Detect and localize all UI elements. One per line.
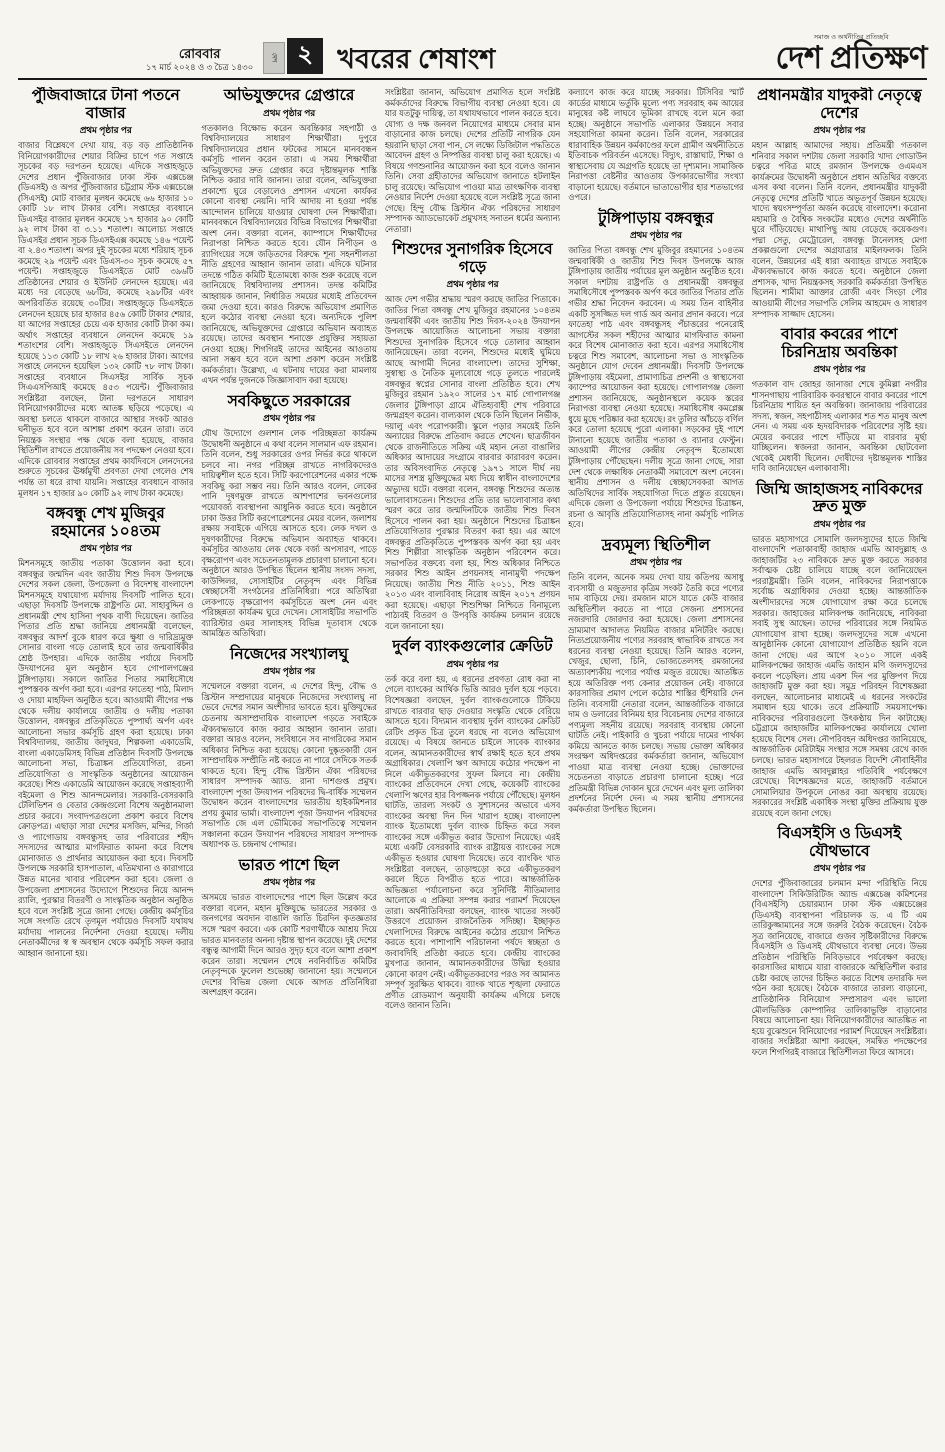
continued-from-label: প্রথম পৃষ্ঠার পর bbox=[446, 658, 499, 669]
article-headline: বিএসইসি ও ডিএসই যৌথভাবে bbox=[777, 825, 902, 860]
article-body-text: গতকালও বিক্ষোভ করেন অবন্তিকার সহপাঠী ও বিশ্ববিদ্যালয়ের সাধারণ শিক্ষার্থীরা। দুপুরে বিশ্ববিদ্যালয়ের প্রধান ফটকের সামনে মানববন্ধন কর্মসূচি পালন করেন তারা। এ সময় শিক্ষার্থীরা অভিযুক্তদের দ্রুত গ্রেপ্তার করে দৃষ্টান্তমূলক শাস্তি নিশ্চিত করার দাবি জানান। তারা বলেন, অভিযুক্তরা প্রকাশ্যে ঘুরে বেড়ালেও প্রশাসন এখনো কার্যকর কোনো ব্যবস্থা নেয়নি। দাবি আদায় না হওয়া পর্যন্ত আন্দোলন চালিয়ে যাওয়ার ঘোষণা দেন শিক্ষার্থীরা। মানববন্ধনে বিশ্ববিদ্যালয়ের বিভিন্ন বিভাগের শিক্ষার্থীরা অংশ নেন। বক্তারা বলেন, ক্যাম্পাসে শিক্ষার্থীদের নিরাপত্তা নিশ্চিত করতে হবে। যৌন নিপীড়ন ও র‌্যাগিংয়ের সঙ্গে জড়িতদের বিরুদ্ধে শূন্য সহনশীলতা নীতি গ্রহণের আহ্বান জানান তারা। এদিকে ঘটনার তদন্তে গঠিত কমিটি ইতোমধ্যে কাজ শুরু করেছে বলে জানিয়েছে বিশ্ববিদ্যালয় প্রশাসন। তদন্ত কমিটির আহ্বায়ক জানান, নির্ধারিত সময়ের মধ্যেই প্রতিবেদন জমা দেওয়া হবে। কারও বিরুদ্ধে অভিযোগ প্রমাণিত হলে কঠোর ব্যবস্থা নেওয়া হবে। অন্যদিকে পুলিশ জানিয়েছে, অভিযুক্তদের গ্রেপ্তারে অভিযান অব্যাহত রয়েছে। তাদের অবস্থান শনাক্তে প্রযুক্তির সহায়তা নেওয়া হচ্ছে। শিগগিরই তাদের আইনের আওতায় আনা সম্ভব হবে বলে আশা প্রকাশ করেন সংশ্লিষ্ট কর্মকর্তারা। উল্লেখ্য, এ ঘটনায় দায়ের করা মামলায় এখন পর্যন্ত দুজনকে জিজ্ঞাসাবাদ করা হয়েছে। bbox=[201, 122, 377, 386]
article-headline: বঙ্গবন্ধু শেখ মুজিবুর রহমানের ১০৪তম bbox=[46, 505, 165, 540]
article-body-text: মহান আল্লাহ আমাদের সহায়। প্রতিমন্ত্রী গতকাল শনিবার সকাল দশটায় জেলা সরকারি খাদ্য গোডাউন চত্বরে পবিত্র মাহে রমজান উপলক্ষে ওএমএস কার্যক্রমের উদ্বোধনী অনুষ্ঠানে প্রধান অতিথির বক্তব্যে এসব কথা বলেন। তিনি বলেন, প্রধানমন্ত্রীর যাদুকরী নেতৃত্বে দেশের প্রতিটি খাতে অভূতপূর্ব উন্নয়ন হয়েছে। খাদ্যে স্বয়ংসম্পূর্ণতা অর্জন করেছে বাংলাদেশ। করোনা মহামারি ও বৈশ্বিক সংকটের মধ্যেও দেশের অর্থনীতি ঘুরে দাঁড়িয়েছে। মাথাপিছু আয় বেড়েছে কয়েকগুণ। পদ্মা সেতু, মেট্রোরেল, বঙ্গবন্ধু টানেলসহ মেগা প্রকল্পগুলো দেশের অগ্রযাত্রার মাইলফলক। তিনি বলেন, উন্নয়নের এই ধারা অব্যাহত রাখতে সবাইকে ঐক্যবদ্ধভাবে কাজ করতে হবে। অনুষ্ঠানে জেলা প্রশাসক, খাদ্য নিয়ন্ত্রকসহ সরকারি কর্মকর্তারা উপস্থিত ছিলেন। শামীমা আক্তার রোজী এবং সিংড়া পৌর আওয়ামী লীগের সভাপতি সেলিম আহমেদ ও সাধারণ সম্পাদক সাজ্জাদ হোসেন। bbox=[751, 140, 928, 319]
weekday-label: রোববার bbox=[178, 46, 221, 62]
continued-from-label: প্রথম পৃষ্ঠার পর bbox=[263, 877, 316, 888]
continued-from-label: প্রথম পৃষ্ঠার পর bbox=[263, 107, 316, 118]
article-headline: টুঙ্গিপাড়ায় বঙ্গবন্ধুর bbox=[598, 209, 714, 227]
news-column-5 bbox=[752, 87, 927, 1440]
masthead-tagline: সমাজ ও অর্থনীতির প্রতিচ্ছবি bbox=[813, 33, 889, 41]
article-body-text: বাজার বিশ্লেষণে দেখা যায়, বড় বড় প্রাতিষ্ঠানিক বিনিয়োগকারীদের শেয়ার বিক্রির চাপে গত সপ্তাহে সূচকের বড় দরপতন হয়েছে। এদিকে সপ্তাহজুড়ে দেশের প্রধান পুঁজিবাজার ঢাকা স্টক এক্সচেঞ্জ (ডিএসই) ও অপর পুঁজিবাজার চট্টগ্রাম স্টক এক্সচেঞ্জে (সিএসই) মোট বাজার মূলধন কমেছে ৬৬ হাজার ১০ কোটি ১৮ লাখ টাকার বেশি। সপ্তাহের ব্যবধানে ডিএসইর বাজার মূলধন কমেছে ১৭ হাজার ৯০ কোটি ৯২ লাখ টাকা বা ৩.১১ শতাংশ। আলোচ্য সপ্তাহে ডিএসইর প্রধান সূচক ডিএসইএক্স কমেছে ১৪৬ পয়েন্ট বা ২.৪৩ শতাংশ। অপর দুই সূচকের মধ্যে শরিয়াহ সূচক কমেছে ২৯ পয়েন্ট এবং ডিএস-৩০ সূচক কমেছে ৫৭ পয়েন্ট। সপ্তাহজুড়ে ডিএসইতে মোট ৩৯৬টি প্রতিষ্ঠানের শেয়ার ও ইউনিট লেনদেন হয়েছে। এর মধ্যে দর বেড়েছে ৬৮টির, কমেছে ২৯৮টির এবং অপরিবর্তিত রয়েছে ৩০টির। সপ্তাহজুড়ে ডিএসইতে লেনদেন হয়েছে চার হাজার ৪৫৬ কোটি টাকার শেয়ার, যা আগের সপ্তাহের চেয়ে এক হাজার কোটি টাকা কম। অর্থাৎ সপ্তাহের ব্যবধানে লেনদেন কমেছে ১৯ শতাংশের বেশি। সপ্তাহজুড়ে সিএসইতে লেনদেন হয়েছে ১১৩ কোটি ১৮ লাখ ২৬ হাজার টাকা। আগের সপ্তাহে লেনদেন হয়েছিল ১৩২ কোটি ৭৮ লাখ টাকা। সপ্তাহের ব্যবধানে সিএসইর সার্বিক সূচক সিএএসপিআই কমেছে ৪৫৩ পয়েন্ট। পুঁজিবাজার সংশ্লিষ্টরা বলছেন, টানা দরপতনে সাধারণ বিনিয়োগকারীদের মধ্যে আতঙ্ক ছড়িয়ে পড়েছে। এ অবস্থা চলতে থাকলে বাজারে আস্থার সংকট আরও ঘনীভূত হবে বলে আশঙ্কা প্রকাশ করেন তারা। তবে নিয়ন্ত্রক সংস্থার পক্ষ থেকে বলা হয়েছে, বাজার স্থিতিশীল রাখতে প্রয়োজনীয় সব পদক্ষেপ নেওয়া হবে। এদিকে রোববার সপ্তাহের প্রথম কার্যদিবসে লেনদেনের শুরুতে সূচকের ঊর্ধ্বমুখী প্রবণতা দেখা গেলেও শেষ পর্যন্ত তা ধরে রাখা যায়নি। সপ্তাহের ব্যবধানে বাজার মূলধন ১৭ হাজার ৯০ কোটি ৯২ লাখ টাকা কমেছে। bbox=[18, 140, 194, 498]
news-column-2 bbox=[201, 87, 376, 1440]
article-body-text: মিশনসমূহে জাতীয় পতাকা উত্তোলন করা হবে। বঙ্গবন্ধুর জন্মদিন এবং জাতীয় শিশু দিবস উপলক্ষে দেশের সকল জেলা, উপজেলা ও বিদেশস্থ বাংলাদেশ মিশনসমূহে যথাযোগ্য মর্যাদায় দিবসটি পালিত হবে। এছাড়া দিবসটি উপলক্ষে রাষ্ট্রপতি মো. সাহাবুদ্দিন ও প্রধানমন্ত্রী শেখ হাসিনা পৃথক বাণী দিয়েছেন। জাতির পিতার প্রতি শ্রদ্ধা জানিয়ে প্রধানমন্ত্রী বলেছেন, বঙ্গবন্ধুর আদর্শ বুকে ধারণ করে ক্ষুধা ও দারিদ্র্যমুক্ত সোনার বাংলা গড়ে তোলাই হবে তার জন্মবার্ষিকীর শ্রেষ্ঠ উপহার। এদিকে জাতীয় পর্যায়ে দিবসটি উদযাপনের মূল অনুষ্ঠান হবে গোপালগঞ্জের টুঙ্গিপাড়ায়। সকালে জাতির পিতার সমাধিসৌধে পুষ্পস্তবক অর্পণ করা হবে। এরপর ফাতেহা পাঠ, মিলাদ ও দোয়া মাহফিল অনুষ্ঠিত হবে। আওয়ামী লীগের পক্ষ থেকে দলীয় কার্যালয়ে জাতীয় ও দলীয় পতাকা উত্তোলন, বঙ্গবন্ধুর প্রতিকৃতিতে পুষ্পার্ঘ্য অর্পণ এবং আলোচনা সভার কর্মসূচি গ্রহণ করা হয়েছে। ঢাকা বিশ্ববিদ্যালয়, জাতীয় জাদুঘর, শিল্পকলা একাডেমি, বাংলা একাডেমিসহ বিভিন্ন প্রতিষ্ঠান দিবসটি উপলক্ষে আলোচনা সভা, চিত্রাঙ্কন প্রতিযোগিতা, রচনা প্রতিযোগিতা ও সাংস্কৃতিক অনুষ্ঠানের আয়োজন করেছে। শিশু একাডেমি আয়োজন করেছে সপ্তাহব্যাপী বইমেলা ও শিশু আনন্দমেলার। সরকারি-বেসরকারি টেলিভিশন ও বেতার কেন্দ্রগুলো বিশেষ অনুষ্ঠানমালা প্রচার করবে। সংবাদপত্রগুলো প্রকাশ করবে বিশেষ ক্রোড়পত্র। এছাড়া সারা দেশের মসজিদ, মন্দির, গির্জা ও প্যাগোডায় বঙ্গবন্ধুসহ তার পরিবারের শহীদ সদস্যদের আত্মার মাগফিরাত কামনা করে বিশেষ মোনাজাত ও প্রার্থনার আয়োজন করা হবে। দিবসটি উপলক্ষে সরকারি হাসপাতাল, এতিমখানা ও কারাগারে উন্নত মানের খাবার পরিবেশন করা হবে। জেলা ও উপজেলা প্রশাসনের উদ্যোগে শিশুদের নিয়ে আনন্দ র‌্যালি, পুরস্কার বিতরণী ও সাংস্কৃতিক অনুষ্ঠান অনুষ্ঠিত হবে বলে সংশ্লিষ্ট সূত্রে জানা গেছে। কেন্দ্রীয় কর্মসূচির সঙ্গে সংগতি রেখে তৃণমূল পর্যায়েও দিবসটি যথাযথ মর্যাদায় পালনের নির্দেশনা দেওয়া হয়েছে। দলীয় নেতাকর্মীদের স্ব স্ব অবস্থান থেকে কর্মসূচি সফল করার আহ্বান জানানো হয়। bbox=[18, 558, 194, 958]
continued-from-label: প্রথম পৃষ্ঠার পর bbox=[263, 413, 316, 424]
article-headline: প্রধানমন্ত্রীর যাদুকরী নেতৃত্বে দেশের bbox=[756, 87, 922, 122]
masthead-title: দেশ প্রতিক্ষণ bbox=[775, 40, 927, 75]
article-body-text: তর্ক করে বলা হয়, এ ধরনের প্রবণতা রোধ করা না গেলে ব্যাংকের আর্থিক ভিত্তি আরও দুর্বল হয়ে পড়বে। বিশেষজ্ঞরা বলছেন, দুর্বল ব্যাংকগুলোকে টিকিয়ে রাখতে বারবার ছাড় দেওয়ার সংস্কৃতি থেকে বেরিয়ে আসতে হবে। বিদ্যমান ব্যবস্থায় দুর্বল ব্যাংকের ক্রেডিট রেটিং প্রকৃত চিত্র তুলে ধরছে না বলেও অভিযোগ রয়েছে। এ বিষয়ে জানতে চাইলে সাবেক ব্যাংকার বলেন, আমানতকারীদের স্বার্থ রক্ষাই হতে হবে প্রথম অগ্রাধিকার। খেলাপি ঋণ আদায়ে কঠোর পদক্ষেপ না নিলে একীভূতকরণের সুফল মিলবে না। কেন্দ্রীয় ব্যাংকের প্রতিবেদনে দেখা গেছে, কয়েকটি ব্যাংকের খেলাপি ঋণের হার বিপজ্জনক পর্যায়ে পৌঁছেছে। মূলধন ঘাটতি, তারল্য সংকট ও সুশাসনের অভাবে এসব ব্যাংকের অবস্থা দিন দিন খারাপ হচ্ছে। বাংলাদেশ ব্যাংক ইতোমধ্যে দুর্বল ব্যাংক চিহ্নিত করে সবল ব্যাংকের সঙ্গে একীভূত করার উদ্যোগ নিয়েছে। এরই মধ্যে একটি বেসরকারি ব্যাংক রাষ্ট্রায়ত্ত ব্যাংকের সঙ্গে একীভূত হওয়ার ঘোষণা দিয়েছে। তবে ব্যাংকিং খাত সংশ্লিষ্টরা বলছেন, তাড়াহুড়ো করে একীভূতকরণ করলে হিতে বিপরীত হতে পারে। আন্তর্জাতিক অভিজ্ঞতা পর্যালোচনা করে সুনির্দিষ্ট নীতিমালার আলোকে এ প্রক্রিয়া সম্পন্ন করার পরামর্শ দিয়েছেন তারা। অর্থনীতিবিদরা বলছেন, ব্যাংক খাতের সংকট উত্তরণে প্রয়োজন রাজনৈতিক সদিচ্ছা। ইচ্ছাকৃত খেলাপিদের বিরুদ্ধে আইনের কঠোর প্রয়োগ নিশ্চিত করতে হবে। পাশাপাশি পরিচালনা পর্ষদে স্বচ্ছতা ও জবাবদিহি প্রতিষ্ঠা করতে হবে। কেন্দ্রীয় ব্যাংকের মুখপাত্র জানান, আমানতকারীদের উদ্বিগ্ন হওয়ার কোনো কারণ নেই। একীভূতকরণের পরও সব আমানত সম্পূর্ণ সুরক্ষিত থাকবে। ব্যাংক খাতে শৃঙ্খলা ফেরাতে প্রণীত রোডম্যাপ অনুযায়ী কার্যক্রম এগিয়ে চলছে বলেও জানান তিনি। bbox=[384, 673, 561, 1011]
masthead-ornament bbox=[263, 42, 285, 74]
date-label: ১৭ মার্চ ২০২৪ ও ৩ চৈত্র ১৪৩০ bbox=[146, 62, 254, 73]
article-body-text: সম্মেলনে বক্তারা বলেন, এ দেশের হিন্দু, বৌদ্ধ ও খ্রিস্টান সম্প্রদায়ের মানুষকে নিজেদের সংখ্যালঘু না ভেবে দেশের সমান অংশীদার ভাবতে হবে। মুক্তিযুদ্ধের চেতনায় অসাম্প্রদায়িক বাংলাদেশ গড়তে সবাইকে ঐক্যবদ্ধভাবে কাজ করার আহ্বান জানান তারা। বক্তারা আরও বলেন, সংবিধানে সব নাগরিকের সমান অধিকার নিশ্চিত করা হয়েছে। কোনো দুষ্কৃতকারী যেন সাম্প্রদায়িক সম্প্রীতি নষ্ট করতে না পারে সেদিকে সতর্ক থাকতে হবে। হিন্দু বৌদ্ধ খ্রিস্টান ঐক্য পরিষদের সাধারণ সম্পাদক অ্যাড. রানা দাশগুপ্ত প্রমুখ। বাংলাদেশ পূজা উদযাপন পরিষদের দ্বি-বার্ষিক সম্মেলন উদ্বোধন করেন বাংলাদেশের ভারতীয় হাইকমিশনার প্রণয় কুমার ভার্মা। বাংলাদেশ পূজা উদযাপন পরিষদের সভাপতি জে এল ভৌমিকের সভাপতিত্বে সম্মেলন সঞ্চালনা করেন উদযাপন পরিষদের সাধারণ সম্পাদক অধ্যাপক ড. চন্দ্রনাথ পোদ্দার। bbox=[201, 681, 377, 850]
article-body-text: তিনি বলেন, অনেক সময় দেখা যায় কতিপয় অসাধু ব্যবসায়ী ও মজুতদার কৃত্রিম সংকট তৈরি করে পণ্যের দাম বাড়িয়ে দেয়। রমজান মাসে যাতে কেউ বাজার অস্থিতিশীল করতে না পারে সেজন্য প্রশাসনের নজরদারি জোরদার করা হয়েছে। জেলা প্রশাসনের ভ্রাম্যমাণ আদালত নিয়মিত বাজার মনিটরিং করছে। নিত্যপ্রয়োজনীয় পণ্যের সরবরাহ স্বাভাবিক রাখতে সব ধরনের ব্যবস্থা নেওয়া হয়েছে। তিনি আরও বলেন, খেজুর, ছোলা, চিনি, ভোজ্যতেলসহ রমজানের অত্যাবশ্যকীয় পণ্যের পর্যাপ্ত মজুত রয়েছে। আতঙ্কিত হয়ে অতিরিক্ত পণ্য কেনার প্রয়োজন নেই। বাজারে কারসাজির প্রমাণ পেলে কঠোর শাস্তির হুঁশিয়ারি দেন তিনি। ব্যবসায়ী নেতারা বলেন, আন্তর্জাতিক বাজারে দাম ও ডলারের বিনিময় হার বিবেচনায় দেশের বাজারে পণ্যমূল্য সহনীয় রয়েছে। সরবরাহ ব্যবস্থায় কোনো ঘাটতি নেই। পাইকারি ও খুচরা পর্যায়ে দামের পার্থক্য কমিয়ে আনতে কাজ চলছে। সভায় ভোক্তা অধিকার সংরক্ষণ অধিদপ্তরের কর্মকর্তারা জানান, অভিযোগ পাওয়া মাত্র ব্যবস্থা নেওয়া হচ্ছে। ভোক্তাদের সচেতনতা বাড়াতে প্রচারণা চালানো হচ্ছে। পরে প্রতিমন্ত্রী বিভিন্ন দোকান ঘুরে দেখেন এবং মূল্য তালিকা প্রদর্শনের নির্দেশ দেন। এ সময় স্থানীয় প্রশাসনের কর্মকর্তারা উপস্থিত ছিলেন। bbox=[568, 572, 744, 814]
news-columns bbox=[0, 80, 945, 1440]
masthead bbox=[776, 35, 927, 75]
article-body-text: সংশ্লিষ্টরা জানান, অভিযোগ প্রমাণিত হলে সংশ্লিষ্ট কর্মকর্তাদের বিরুদ্ধে বিভাগীয় ব্যবস্থা নেওয়া হবে। যে যার যতটুকু দায়িত্ব, তা যথাযথভাবে পালন করতে হবে। যোগ্য ও দক্ষ জনবল নিয়োগের মাধ্যমে সেবার মান বাড়ানোর কাজ চলছে। দেশের প্রতিটি নাগরিক যেন হয়রানি ছাড়া সেবা পান, সে লক্ষ্যে ডিজিটাল পদ্ধতিতে আবেদন গ্রহণ ও নিষ্পত্তির ব্যবস্থা চালু করা হয়েছে। এ বিষয়ে গণশুনানির আয়োজন করা হবে বলেও জানান তিনি। সেবা গ্রহীতাদের অভিযোগ জানাতে হটলাইন চালু রয়েছে। অভিযোগ পাওয়া মাত্র তাৎক্ষণিক ব্যবস্থা নেওয়ার নির্দেশ দেওয়া হয়েছে বলে সংশ্লিষ্ট সূত্রে জানা গেছে। হিন্দু বৌদ্ধ খ্রিস্টান ঐক্য পরিষদের সাধারণ সম্পাদক অ্যাডভোকেট প্রমুখসহ সনাতন ধর্মের অন্যান্য নেতারা। bbox=[384, 87, 561, 234]
article-headline: অভিযুক্তদের গ্রেপ্তারে bbox=[223, 87, 355, 104]
continued-from-label: প্রথম পৃষ্ঠার পর bbox=[813, 364, 866, 375]
continued-from-label: প্রথম পৃষ্ঠার পর bbox=[79, 125, 132, 135]
article-body-text: গতকাল বাদ জোহর জানাজা শেষে কুমিল্লা নগরীর শাসনগাছায় পারিবারিক কবরস্থানে বাবার কবরের পাশে চিরনিদ্রায় শায়িত হন অবন্তিকা। জানাজায় পরিবারের সদস্য, স্বজন, সহপাঠীসহ এলাকার শত শত মানুষ অংশ নেন। এ সময় এক হৃদয়বিদারক পরিবেশের সৃষ্টি হয়। মেয়ের কবরের পাশে দাঁড়িয়ে মা বারবার মূর্ছা যাচ্ছিলেন। স্বজনরা জানান, অবন্তিকা ছোটবেলা থেকেই মেধাবী ছিলেন। দোষীদের দৃষ্টান্তমূলক শাস্তির দাবি জানিয়েছেন এলাকাবাসী। bbox=[751, 379, 928, 474]
continued-from-label: প্রথম পৃষ্ঠার পর bbox=[79, 543, 132, 554]
article-body-text: অসময়ে ভারত বাংলাদেশের পাশে ছিল উল্লেখ করে বক্তারা বলেন, মহান মুক্তিযুদ্ধে ভারতের সরকার ও জনগণের অবদান বাঙালি জাতি চিরদিন কৃতজ্ঞতার সঙ্গে স্মরণ করবে। এক কোটি শরণার্থীকে আশ্রয় দিয়ে ভারত মানবতার অনন্য দৃষ্টান্ত স্থাপন করেছে। দুই দেশের বন্ধুত্ব আগামী দিনে আরও সুদৃঢ় হবে বলে আশা প্রকাশ করেন তারা। সম্মেলন শেষে নবনির্বাচিত কমিটির নেতৃবৃন্দকে ফুলেল শুভেচ্ছা জানানো হয়। সম্মেলনে দেশের বিভিন্ন জেলা থেকে আগত প্রতিনিধিরা অংশগ্রহণ করেন। bbox=[201, 892, 377, 998]
article-headline: জিম্মি জাহাজসহ নাবিকদের দ্রুত মুক্ত bbox=[755, 480, 923, 516]
article-headline: শিশুদের সুনাগরিক হিসেবে গড়ে bbox=[392, 241, 553, 276]
article-headline: দুর্বল ব্যাংকগুলোর ক্রেডিট bbox=[392, 638, 553, 656]
continued-from-label: প্রথম পৃষ্ঠার পর bbox=[446, 279, 499, 290]
article-headline: দ্রব্যমূল্য স্থিতিশীল bbox=[601, 536, 711, 554]
page-number: ২ bbox=[297, 41, 314, 68]
continued-from-label: প্রথম পৃষ্ঠার পর bbox=[813, 125, 866, 135]
news-column-1 bbox=[18, 87, 193, 1440]
continued-from-label: প্রথম পৃষ্ঠার পর bbox=[629, 230, 682, 241]
continued-from-label: প্রথম পৃষ্ঠার পর bbox=[813, 863, 866, 874]
ornament-glyph: দেশ bbox=[270, 53, 277, 63]
news-column-3 bbox=[385, 87, 560, 1440]
continued-from-label: প্রথম পৃষ্ঠার পর bbox=[629, 557, 682, 568]
date-block bbox=[146, 47, 253, 74]
article-headline: বাবার কবরের পাশে চিরনিদ্রায় অবন্তিকা bbox=[781, 326, 898, 361]
article-headline: সবকিছুতে সরকারের bbox=[227, 392, 351, 410]
continued-from-label: প্রথম পৃষ্ঠার পর bbox=[263, 666, 316, 677]
article-body-text: জাতির পিতা বঙ্গবন্ধু শেখ মুজিবুর রহমানের ১০৪তম জন্মবার্ষিকী ও জাতীয় শিশু দিবস উপলক্ষে আজ টুঙ্গিপাড়ায় জাতীয় পর্যায়ের মূল অনুষ্ঠান অনুষ্ঠিত হবে। সকাল দশটায় রাষ্ট্রপতি ও প্রধানমন্ত্রী বঙ্গবন্ধুর সমাধিসৌধে পুষ্পস্তবক অর্পণ করে জাতির পিতার প্রতি গভীর শ্রদ্ধা নিবেদন করবেন। এ সময় তিন বাহিনীর একটি সুসজ্জিত দল গার্ড অব অনার প্রদান করবে। পরে ফাতেহা পাঠ এবং বঙ্গবন্ধুসহ পঁচাত্তরের পনেরোই আগস্টের সকল শহীদের আত্মার মাগফিরাত কামনা করে বিশেষ মোনাজাত করা হবে। এরপর সমাধিসৌধ চত্বরে শিশু সমাবেশ, আলোচনা সভা ও সাংস্কৃতিক অনুষ্ঠানে যোগ দেবেন প্রধানমন্ত্রী। দিবসটি উপলক্ষে টুঙ্গিপাড়ায় বইমেলা, প্রামাণ্যচিত্র প্রদর্শনী ও স্বাস্থ্যসেবা ক্যাম্পের আয়োজন করা হয়েছে। গোপালগঞ্জ জেলা প্রশাসন জানিয়েছে, অনুষ্ঠানস্থলে কয়েক স্তরের নিরাপত্তা ব্যবস্থা নেওয়া হয়েছে। সমাধিসৌধ কমপ্লেক্স ধুয়ে মুছে পরিষ্কার করা হয়েছে। রং তুলির আঁচড়ে বর্ণিল করে তোলা হয়েছে পুরো এলাকা। সড়কের দুই পাশে টানানো হয়েছে জাতীয় পতাকা ও ব্যানার ফেস্টুন। আওয়ামী লীগের কেন্দ্রীয় নেতৃবৃন্দ ইতোমধ্যে টুঙ্গিপাড়ায় পৌঁছেছেন। দলীয় সূত্রে জানা গেছে, সারা দেশ থেকে লক্ষাধিক নেতাকর্মী সমাবেশে অংশ নেবেন। স্থানীয় প্রশাসন ও দলীয় স্বেচ্ছাসেবকরা আগত অতিথিদের সার্বিক সহযোগিতা দিতে প্রস্তুত রয়েছেন। এদিকে জেলা ও উপজেলা পর্যায়ে শিশুদের চিত্রাঙ্কন, রচনা ও আবৃত্তি প্রতিযোগিতাসহ নানা কর্মসূচি পালিত হবে। bbox=[568, 245, 744, 530]
article-body-text: ভারত মহাসাগরে সোমালি জলদস্যুদের হাতে জিম্মি বাংলাদেশি পতাকাবাহী জাহাজ এমভি আবদুল্লাহ ও জাহাজটির ২৩ নাবিককে দ্রুত মুক্ত করতে সরকার সর্বাত্মক চেষ্টা চালিয়ে যাচ্ছে বলে জানিয়েছেন পররাষ্ট্রমন্ত্রী। তিনি বলেন, নাবিকদের নিরাপত্তাকে সর্বোচ্চ অগ্রাধিকার দেওয়া হচ্ছে। আন্তর্জাতিক অংশীদারদের সঙ্গে যোগাযোগ রক্ষা করে চলেছে সরকার। জাহাজের মালিকপক্ষ জানিয়েছে, নাবিকরা সবাই সুস্থ আছেন। তাদের পরিবারের সঙ্গে নিয়মিত যোগাযোগ রাখা হচ্ছে। জলদস্যুদের সঙ্গে এখনো আনুষ্ঠানিক কোনো যোগাযোগ প্রতিষ্ঠিত হয়নি বলে জানা গেছে। এর আগে ২০১০ সালে একই মালিকপক্ষের জাহাজ এমভি জাহান মণি জলদস্যুদের কবলে পড়েছিল। প্রায় একশ দিন পর মুক্তিপণ দিয়ে জাহাজটি মুক্ত করা হয়। সমুদ্র পরিবহন বিশেষজ্ঞরা বলছেন, আলোচনার মাধ্যমেই এ ধরনের সংকটের সমাধান হয়ে থাকে। তবে প্রক্রিয়াটি সময়সাপেক্ষ। নাবিকদের পরিবারগুলো উৎকণ্ঠায় দিন কাটাচ্ছে। চট্টগ্রামে জাহাজটির মালিকপক্ষের কার্যালয়ে খোলা হয়েছে বিশেষ সেল। নৌপরিবহন অধিদপ্তর জানিয়েছে, আন্তর্জাতিক মেরিটাইম সংস্থার সঙ্গে সমন্বয় রেখে কাজ চলছে। ভারত মহাসাগরে টহলরত বিদেশি নৌবাহিনীর জাহাজ এমভি আবদুল্লাহর গতিবিধি পর্যবেক্ষণে রেখেছে। বিশেষজ্ঞদের মতে, জাহাজটি বর্তমানে সোমালিয়ার উপকূলে নোঙর করা অবস্থায় রয়েছে। সরকারের সংশ্লিষ্ট একাধিক সংস্থা মুক্তির প্রক্রিয়ায় যুক্ত রয়েছে বলে জানা গেছে। bbox=[751, 533, 928, 818]
article-body-text: দেশের পুঁজিবাজারের চলমান মন্দা পরিস্থিতি নিয়ে বাংলাদেশ সিকিউরিটিজ অ্যান্ড এক্সচেঞ্জ কমিশনের (বিএসইসি) চেয়ারম্যান ঢাকা স্টক এক্সচেঞ্জের (ডিএসই) ব্যবস্থাপনা পরিচালক ড. এ টি এম তারিকুজ্জামানের সঙ্গে জরুরি বৈঠক করেছেন। বৈঠক সূত্র জানিয়েছে, বাজারে গুজব সৃষ্টিকারীদের বিরুদ্ধে বিএসইসি ও ডিএসই যৌথভাবে ব্যবস্থা নেবে। উভয় প্রতিষ্ঠান পরিস্থিতি নিবিড়ভাবে পর্যবেক্ষণ করছে। কারসাজির মাধ্যমে যারা বাজারকে অস্থিতিশীল করার চেষ্টা করছে তাদের চিহ্নিত করতে বিশেষ তদারকি দল গঠন করা হয়েছে। বৈঠকে বাজারে তারল্য বাড়ানো, প্রাতিষ্ঠানিক বিনিয়োগ সম্প্রসারণ এবং ভালো মৌলভিত্তিক কোম্পানির তালিকাভুক্তি বাড়ানোর বিষয়ে আলোচনা হয়। বিনিয়োগকারীদের আতঙ্কিত না হয়ে বুঝেশুনে বিনিয়োগের পরামর্শ দিয়েছেন সংশ্লিষ্টরা। বাজার সংশ্লিষ্টরা আশা করছেন, সমন্বিত পদক্ষেপের ফলে শিগগিরই বাজারে স্থিতিশীলতা ফিরে আসবে। bbox=[751, 878, 928, 1057]
article-body-text: যৌথ উদ্যোগে গুলশান লেক পরিচ্ছন্নতা কার্যক্রম উদ্বোধনী অনুষ্ঠানে এ কথা বলেন সালমান এফ রহমান। তিনি বলেন, শুধু সরকারের ওপর নির্ভর করে থাকলে চলবে না। নগর পরিচ্ছন্ন রাখতে নাগরিকদেরও দায়িত্বশীল হতে হবে। সিটি করপোরেশনের একার পক্ষে সবকিছু করা সম্ভব নয়। তিনি আরও বলেন, লেকের পানি দূষণমুক্ত রাখতে আশপাশের ভবনগুলোর পয়োবর্জ্য ব্যবস্থাপনা আধুনিক করতে হবে। অনুষ্ঠানে ঢাকা উত্তর সিটি করপোরেশনের মেয়র বলেন, জলাশয় রক্ষায় সবাইকে এগিয়ে আসতে হবে। লেক দখল ও দূষণকারীদের বিরুদ্ধে অভিযান অব্যাহত থাকবে। কর্মসূচির আওতায় লেক থেকে বর্জ্য অপসারণ, পাড়ে বৃক্ষরোপণ এবং সচেতনতামূলক প্রচারণা চালানো হবে। অনুষ্ঠানে আরও উপস্থিত ছিলেন স্থানীয় সংসদ সদস্য, কাউন্সিলর, সোসাইটির নেতৃবৃন্দ এবং বিভিন্ন স্বেচ্ছাসেবী সংগঠনের প্রতিনিধিরা। পরে অতিথিরা লেকপাড়ে বৃক্ষরোপণ কর্মসূচিতে অংশ নেন এবং পরিচ্ছন্নতা কার্যক্রম ঘুরে দেখেন। সোসাইটির সভাপতি ব্যারিস্টার ওমর সালাহসহ বিভিন্ন দূতাবাস থেকে আমন্ত্রিত অতিথিরা। bbox=[201, 428, 377, 639]
continued-from-label: প্রথম পৃষ্ঠার পর bbox=[813, 518, 866, 529]
article-headline: ভারত পাশে ছিল bbox=[238, 856, 340, 874]
article-headline: পুঁজিবাজারে টানা পতনে বাজার bbox=[31, 87, 180, 122]
article-headline: নিজেদের সংখ্যালঘু bbox=[230, 645, 349, 663]
page-header bbox=[18, 34, 927, 80]
article-body-text: আজ দেশ গভীর শ্রদ্ধায় স্মরণ করছে জাতির পিতাকে। জাতির পিতা বঙ্গবন্ধু শেখ মুজিবুর রহমানের ১০৪তম জন্মবার্ষিকী এবং জাতীয় শিশু দিবস-২০২৪ উদযাপন উপলক্ষে আয়োজিত আলোচনা সভায় বক্তারা শিশুদের সুনাগরিক হিসেবে গড়ে তোলার আহ্বান জানিয়েছেন। তারা বলেন, শিশুদের মধ্যেই ঘুমিয়ে আছে আগামী দিনের বাংলাদেশ। তাদের সুশিক্ষা, সুস্বাস্থ্য ও নৈতিক মূল্যবোধে গড়ে তুলতে পারলেই বঙ্গবন্ধুর স্বপ্নের সোনার বাংলা প্রতিষ্ঠিত হবে। শেখ মুজিবুর রহমান ১৯২০ সালের ১৭ মার্চ গোপালগঞ্জ জেলার টুঙ্গিপাড়া গ্রামে ঐতিহ্যবাহী শেখ পরিবারে জন্মগ্রহণ করেন। বাল্যকাল থেকে তিনি ছিলেন নির্ভীক, দয়ালু এবং পরোপকারী। স্কুলে পড়ার সময়েই তিনি অন্যায়ের বিরুদ্ধে প্রতিবাদ করতে শেখেন। ছাত্রজীবন থেকে রাজনীতিতে সক্রিয় এই মহান নেতা বাঙালির অধিকার আদায়ের সংগ্রামে বারবার কারাবরণ করেন। তার অবিসংবাদিত নেতৃত্বে ১৯৭১ সালে দীর্ঘ নয় মাসের সশস্ত্র মুক্তিযুদ্ধের মধ্য দিয়ে স্বাধীন বাংলাদেশের অভ্যুদয় ঘটে। বক্তারা বলেন, বঙ্গবন্ধু শিশুদের অত্যন্ত ভালোবাসতেন। শিশুদের প্রতি তার ভালোবাসার কথা স্মরণ করে তার জন্মদিনটিকে জাতীয় শিশু দিবস হিসেবে পালন করা হয়। অনুষ্ঠানে শিশুদের চিত্রাঙ্কন প্রতিযোগিতার পুরস্কার বিতরণ করা হয়। এর আগে বঙ্গবন্ধুর প্রতিকৃতিতে পুষ্পস্তবক অর্পণ করা হয় এবং শিশু শিল্পীরা সাংস্কৃতিক অনুষ্ঠান পরিবেশন করে। সভাপতির বক্তব্যে বলা হয়, শিশু অধিকার নিশ্চিতে সরকার শিশু আইন প্রণয়নসহ নানামুখী পদক্ষেপ নিয়েছে। জাতীয় শিশু নীতি ২০১১, শিশু আইন ২০১৩ এবং বাল্যবিবাহ নিরোধ আইন ২০১৭ প্রণয়ন করা হয়েছে। এছাড়া শিশুশিক্ষা নিশ্চিতে বিনামূল্যে পাঠ্যবই বিতরণ ও উপবৃত্তি কার্যক্রম চলমান রয়েছে বলে জানানো হয়। bbox=[384, 294, 561, 631]
page-number-box bbox=[287, 38, 323, 74]
article-body-text: কল্যাণে কাজ করে যাচ্ছে সরকার। টিসিবির স্মার্ট কার্ডের মাধ্যমে ভর্তুকি মূল্যে পণ্য সরবরাহ কম আয়ের মানুষের কষ্ট লাঘবে ভূমিকা রাখছে বলে মনে করা হচ্ছে। অনুষ্ঠানে সভাপতি এলাকার উন্নয়নে সবার সহযোগিতা কামনা করেন। তিনি বলেন, সরকারের ধারাবাহিক উন্নয়ন কর্মকাণ্ডের ফলে গ্রামীণ অর্থনীতিতে ইতিবাচক পরিবর্তন এসেছে। বিদ্যুৎ, রাস্তাঘাট, শিক্ষা ও স্বাস্থ্যসেবায় যে অগ্রগতি হয়েছে তা দৃশ্যমান। সামাজিক নিরাপত্তা বেষ্টনীর আওতায় উপকারভোগীর সংখ্যা বাড়ানো হয়েছে। বর্তমানে ভাতাভোগীর হার শতভাগের ওপরে। bbox=[568, 87, 744, 203]
news-column-4 bbox=[568, 87, 743, 1440]
section-title: খবরের শেষাংশ bbox=[337, 44, 496, 74]
